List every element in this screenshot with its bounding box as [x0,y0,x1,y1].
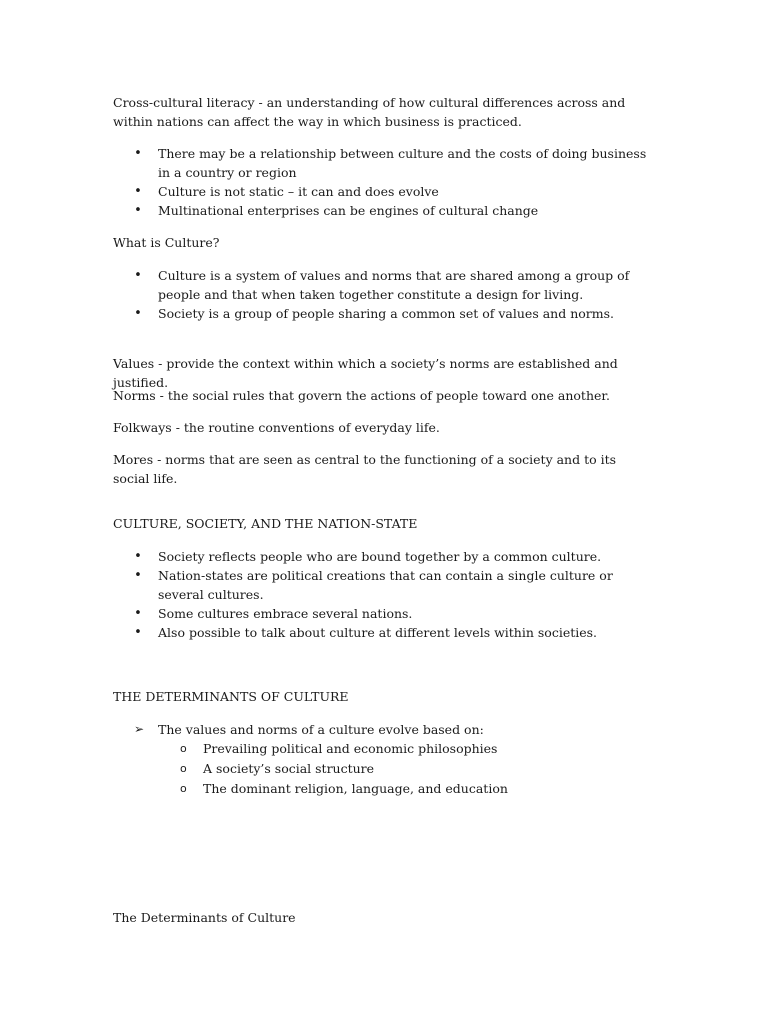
bullet-icon: • [134,606,142,621]
list-item-text: There may be a relationship between culture and the costs of doing business in a country or region [158,146,647,180]
list-item-text: Culture is a system of values and norms that are shared among a group of people and that when taken together constitute a design for living. [158,268,630,302]
list-item [113,182,653,201]
list-item-text: The dominant religion, language, and education [203,781,508,796]
list-item [158,779,658,799]
definition-folkways: Folkways - the routine conventions of everyday life. [113,420,440,435]
list-item [113,144,653,182]
list-item-text: A society’s social structure [203,761,375,776]
determinants-arrow-list [113,720,653,739]
bullet-icon: • [134,549,142,564]
list-item [113,566,653,604]
definition-norms: Norms - the social rules that govern the actions of people toward one another. [113,388,610,403]
definition-values: Values - provide the context within which a society’s norms are established and justified. [113,356,618,390]
list-item-text: Nation-states are political creations that can contain a single culture or several cultures. [158,568,613,602]
bullet-icon: • [134,306,142,321]
list-item-text: Society is a group of people sharing a common set of values and norms. [158,306,614,321]
list-item-text: Some cultures embrace several nations. [158,606,413,621]
list-item-text: Culture is not static – it can and does evolve [158,184,439,199]
circle-bullet-icon: o [180,742,187,755]
what-is-culture-heading: What is Culture? [113,235,220,250]
determinants-sub-list [158,739,658,799]
intro-paragraph: Cross-cultural literacy - an understanding of how cultural differences across and within nations can affect the way in which business is practiced. [113,95,626,129]
list-item [113,604,653,623]
list-item-text: Multinational enterprises can be engines of cultural change [158,203,539,218]
intro-bullet-list [113,144,653,220]
list-item [158,759,658,779]
circle-bullet-icon: o [180,762,187,775]
bullet-icon: • [134,146,142,161]
determinants-heading: THE DETERMINANTS OF CULTURE [113,689,349,704]
list-item-text: The values and norms of a culture evolve based on: [158,722,484,737]
list-item-text: Prevailing political and economic philosophies [203,741,498,756]
list-item-text: Also possible to talk about culture at different levels within societies. [158,625,598,640]
circle-bullet-icon: o [180,782,187,795]
list-item [113,304,653,323]
bullet-icon: • [134,268,142,283]
list-item [113,720,653,739]
nation-state-heading: CULTURE, SOCIETY, AND THE NATION-STATE [113,516,418,531]
list-item [113,547,653,566]
list-item [113,266,653,304]
arrow-bullet-icon: ➢ [133,722,145,736]
definition-mores: Mores - norms that are seen as central to the functioning of a society and to its social life. [113,452,617,486]
list-item [113,623,653,642]
footer-heading: The Determinants of Culture [113,910,296,925]
bullet-icon: • [134,184,142,199]
list-item [113,201,653,220]
list-item [158,739,658,759]
bullet-icon: • [134,203,142,218]
bullet-icon: • [134,568,142,583]
nation-state-bullet-list [113,547,653,642]
list-item-text: Society reflects people who are bound together by a common culture. [158,549,602,564]
culture-bullet-list [113,266,653,323]
bullet-icon: • [134,625,142,640]
